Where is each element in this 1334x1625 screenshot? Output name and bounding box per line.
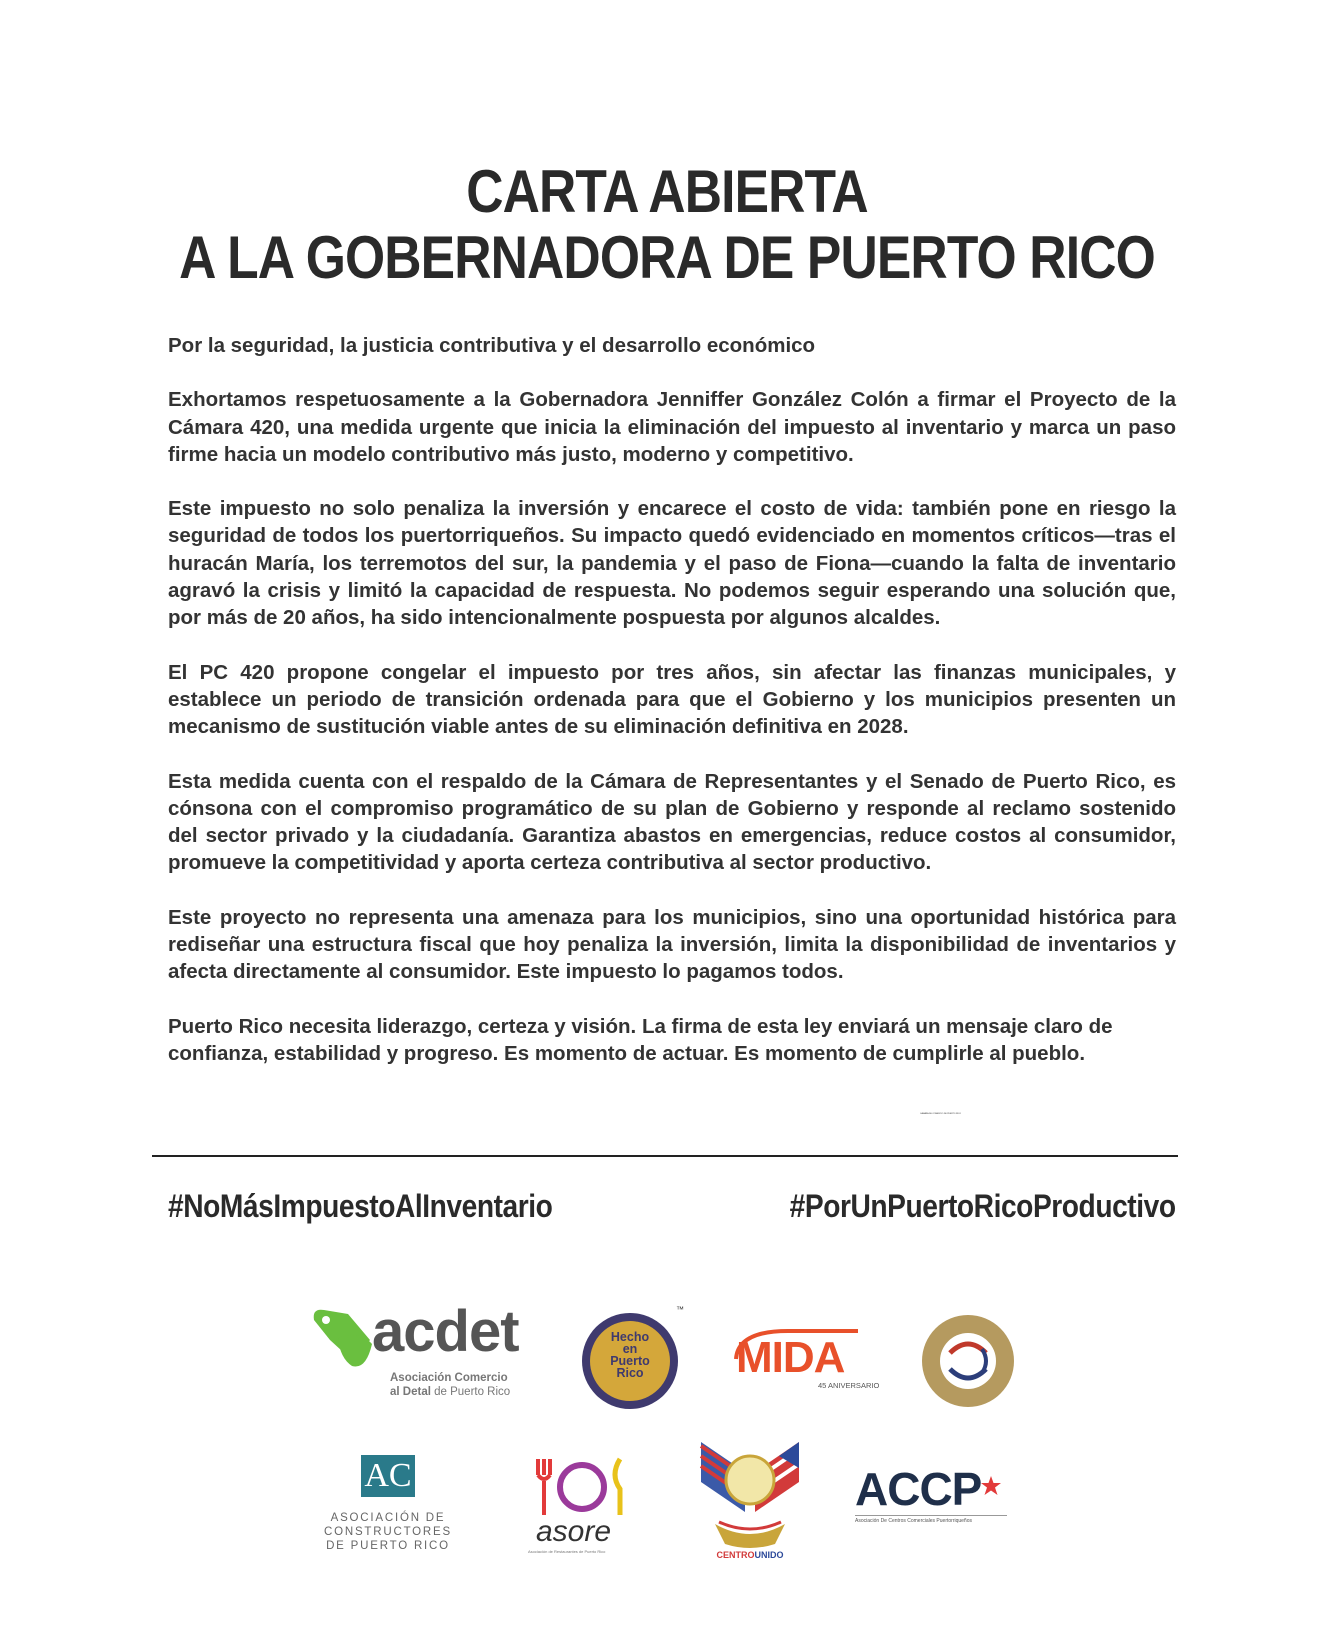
centro-text: CENTRO (716, 1550, 755, 1560)
trademark-mark: ™ (676, 1305, 684, 1314)
mida-subtitle: 45 ANIVERSARIO (818, 1381, 880, 1390)
acdet-logo (308, 1300, 528, 1410)
star-icon (979, 1474, 1003, 1498)
asore-subtitle: Asociación de Restaurantes de Puerto Rico (528, 1549, 606, 1554)
hecho-line-4: Rico (616, 1366, 644, 1380)
divider-line (152, 1155, 1178, 1157)
centro-unido-logo (695, 1432, 805, 1567)
constructores-logo (318, 1455, 468, 1555)
flags-seal-icon (695, 1432, 805, 1552)
letter-paragraph: Esta medida cuenta con el respaldo de la Cámara de Representantes y el Senado de Puerto Rico, es cónsona con el compromiso programático de su plan de Gobierno y responde al reclamo sostenido del sector privado y la ciudadanía. Garantiza abastos en emergencias, reduce costos al consumidor, promueve la competitividad y aporta certeza contributiva al sector productivo. (168, 769, 1176, 875)
centro-unido-wordmark (695, 1550, 805, 1560)
constructores-mark (361, 1455, 415, 1497)
mida-logo (728, 1325, 878, 1395)
camara-ring-text (920, 1113, 1016, 1409)
letter-paragraph: Este proyecto no representa una amenaza para los municipios, sino una oportunidad histórica para rediseñar una estructura fiscal que hoy penaliza la inversión, limita la disponibilidad de inventarios y afecta directamente al consumidor. Este impuesto lo pagamos todos. (168, 905, 1176, 984)
acdet-line-2 (390, 1386, 510, 1398)
accp-logo (855, 1463, 1015, 1538)
camara-ring-text-value: CÁMARA DE COMERCIO DE PUERTO RICO (920, 1113, 962, 1115)
hecho-line-3: Puerto (610, 1354, 650, 1368)
hecho-en-puerto-rico-logo (578, 1305, 688, 1415)
asore-logo (528, 1455, 638, 1555)
letter-paragraph: El PC 420 propone congelar el impuesto por tres años, sin afectar las finanzas municipales, y establece un periodo de transición ordenada para que el Gobierno y los municipios presenten un mecanismo de sustitución viable antes de su eliminación definitiva en 2028. (168, 660, 1176, 739)
constructores-line-2: CONSTRUCTORES (324, 1526, 452, 1538)
constructores-mark-text: AC (364, 1457, 412, 1494)
acdet-line-1: Asociación Comercio (390, 1372, 508, 1384)
fork-plate-knife-icon (528, 1455, 638, 1519)
letter-paragraph: Exhortamos respetuosamente a la Gobernadora Jenniffer González Colón a firmar el Proyecto de la Cámara 420, una medida urgente que inicia la eliminación del impuesto al inventario y marca un paso firme hacia un modelo contributivo más justo, moderno y competitivo. (168, 388, 1176, 466)
hashtag-left: #NoMásImpuestoAlInventario (168, 1188, 553, 1224)
acdet-wordmark: acdet (372, 1299, 519, 1364)
acdet-line-2-bold: al Detal (390, 1386, 431, 1398)
mida-wordmark: MIDA (736, 1333, 845, 1382)
accp-subtitle: Asociación De Centros Comerciales Puertorriqueños (855, 1518, 972, 1524)
asore-wordmark: asore (536, 1515, 612, 1548)
hecho-line-2: en (622, 1342, 638, 1356)
acdet-line-2-rest: de Puerto Rico (430, 1386, 511, 1398)
letter-title-line-2: A LA GOBERNADORA DE PUERTO RICO (179, 224, 1155, 291)
camara-de-comercio-logo (920, 1113, 1016, 1409)
accp-wordmark: ACCP (855, 1463, 982, 1515)
letter-subtitle: Por la seguridad, la justicia contributiva y el desarrollo económico (168, 334, 816, 357)
letter-paragraph: Puerto Rico necesita liderazgo, certeza y visión. La firma de esta ley enviará un mensaje claro de confianza, estabilidad y progreso. Es momento de actuar. Es momento de cumplirle al pueblo. (168, 1014, 1113, 1065)
letter-title-line-1: CARTA ABIERTA (466, 158, 868, 225)
hecho-line-1: Hecho (610, 1330, 650, 1344)
accp-underline (855, 1515, 1007, 1516)
unido-text: UNIDO (754, 1550, 784, 1560)
letter-paragraph: Este impuesto no solo penaliza la inversión y encarece el costo de vida: también pone en riesgo la seguridad de todos los puertorriqueños. Su impacto quedó evidenciado en momentos críticos—tras el huracán María, los terremotos del sur, la pandemia y el paso de Fiona—cuando la falta de inventario agravó la crisis y limitó la capacidad de respuesta. No podemos seguir esperando una solución que, por más de 20 años, ha sido intencionalmente pospuesta por algunos alcaldes. (168, 497, 1176, 630)
constructores-line-1: ASOCIACIÓN DE (330, 1512, 446, 1524)
letter-body (168, 332, 1176, 1094)
constructores-line-3: DE PUERTO RICO (326, 1540, 450, 1552)
hashtag-right: #PorUnPuertoRicoProductivo (790, 1188, 1176, 1224)
